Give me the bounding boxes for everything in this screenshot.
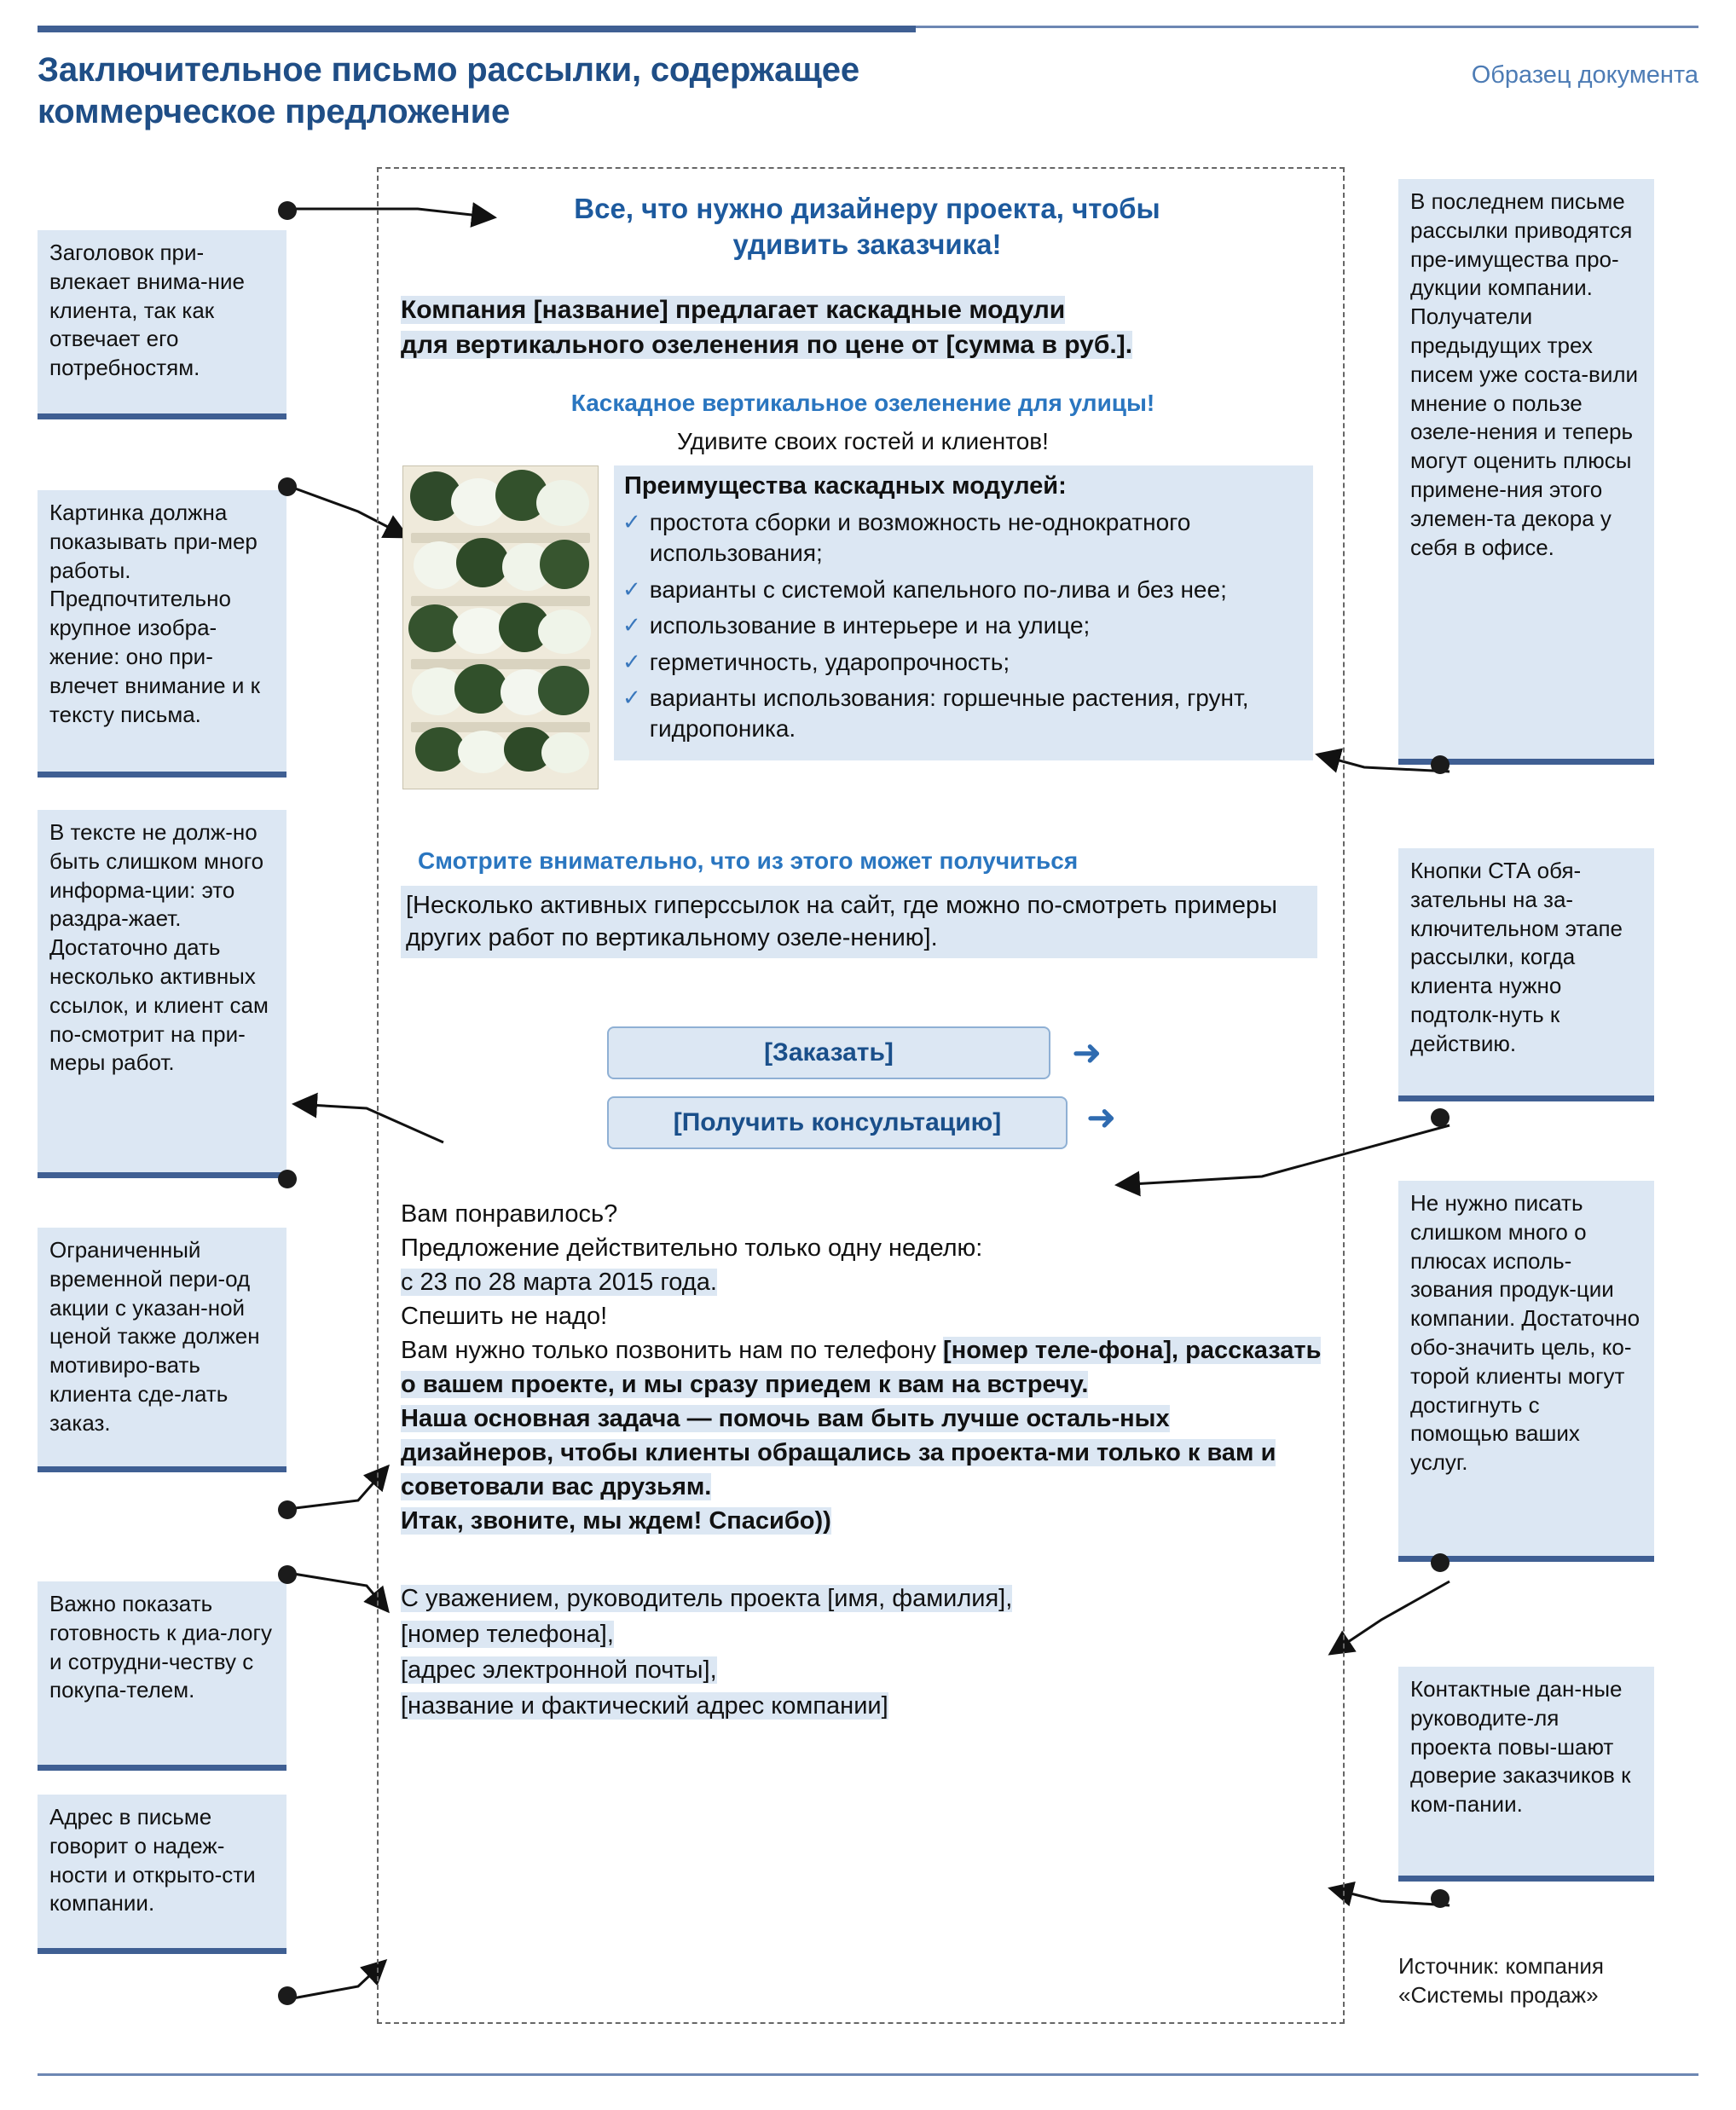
cursor-icon: ➜: [1072, 1032, 1102, 1072]
signature-line-1: С уважением, руководитель проекта [имя, фамилия],: [401, 1585, 1013, 1612]
note-left-3: [38, 810, 286, 1172]
advantage-item: [622, 647, 1305, 678]
note-right-4-text: Контактные дан-ные руководите-ля проекта повы-шают доверие заказчиков к ком-пании.: [1410, 1676, 1631, 1818]
check-icon: ✓: [622, 612, 641, 639]
check-icon: ✓: [622, 648, 641, 674]
note-right-1: [1398, 179, 1654, 759]
consultation-button[interactable]: [Получить консультацию]: [607, 1096, 1068, 1149]
note-left-3-bar: [38, 1172, 286, 1178]
note-left-4: [38, 1228, 286, 1466]
note-right-1-text: В последнем письме рассылки приводятся пре-имущества про-дукции компании. Получатели предыдущих трех писем уже соста-вили мнение о пользе озеле-нения и теперь могут оценить плюсы примене-ния этого элемен-та декора у себя в офисе.: [1410, 188, 1639, 560]
advantage-item-text: варианты использования: горшечные растения, грунт, гидропоника.: [649, 684, 1249, 743]
note-left-5-dot: [278, 1565, 297, 1584]
body-line-3: с 23 по 28 марта 2015 года.: [401, 1269, 717, 1297]
note-right-3-dot: [1431, 1553, 1450, 1572]
note-left-5: [38, 1581, 286, 1765]
letter-subtitle-2: Удивите своих гостей и клиентов!: [677, 428, 1049, 454]
advantage-item-text: варианты с системой капельного по-лива и без нее;: [649, 575, 1227, 603]
note-left-1-bar: [38, 413, 286, 419]
body-line-5-plain: Вам нужно только позвонить нам по телефону: [401, 1337, 944, 1365]
letter-headline: Все, что нужно дизайнеру проекта, чтобы удивить заказчика!: [574, 193, 1160, 261]
note-left-6-text: Адрес в письме говорит о надеж-ности и открыто-сти компании.: [49, 1804, 256, 1916]
note-left-4-text: Ограниченный временной пери-од акции с указан-ной ценой также должен мотивиро-вать клиента сде-лать заказ.: [49, 1237, 260, 1436]
source-credit: [1398, 1952, 1663, 2010]
note-left-4-bar: [38, 1466, 286, 1472]
body-line-7: Итак, звоните, мы ждем! Спасибо)): [401, 1507, 831, 1535]
note-left-5-bar: [38, 1765, 286, 1771]
note-left-3-dot: [278, 1170, 297, 1188]
advantage-item-text: герметичность, ударопрочность;: [649, 648, 1010, 675]
note-left-6: [38, 1795, 286, 1948]
note-right-3-text: Не нужно писать слишком много о плюсах исполь-зования продук-ции компании. Достаточно обо-значить цель, ко-торой клиенты могут достигнуть с помощью ваших услуг.: [1410, 1190, 1641, 1476]
note-left-5-text: Важно показать готовность к диа-логу и сотрудни-честву с покупа-телем.: [49, 1591, 273, 1703]
advantage-item: [622, 507, 1305, 569]
advantages-block: [614, 465, 1313, 760]
order-button[interactable]: [Заказать]: [607, 1026, 1050, 1079]
signature-line-4: [название и фактический адрес компании]: [401, 1692, 888, 1720]
cta-buttons: [607, 1026, 1127, 1149]
note-left-1-dot: [278, 201, 297, 220]
note-left-6-bar: [38, 1948, 286, 1954]
advantage-item-text: простота сборки и возможность не-однократного использования;: [649, 509, 1191, 567]
advantage-item: [622, 610, 1305, 641]
note-left-1: [38, 230, 286, 413]
note-right-4-dot: [1431, 1889, 1450, 1908]
document-kicker: Образец документа: [1471, 61, 1698, 89]
note-right-2-dot: [1431, 1108, 1450, 1127]
body-line-5-bold: [номер теле-фона], рассказать о вашем проекте, и мы сразу приедем к вам на встречу.: [401, 1337, 1322, 1399]
check-icon: ✓: [622, 684, 641, 710]
note-left-4-dot: [278, 1500, 297, 1519]
note-left-2-dot: [278, 477, 297, 496]
letter-body: [401, 1197, 1322, 1538]
body-line-1: Вам понравилось?: [401, 1200, 618, 1228]
letter-offer-line2: для вертикального озеленения по цене от [сумма в руб.].: [401, 330, 1133, 359]
advantages-title: Преимущества каскадных модулей:: [624, 472, 1067, 500]
signature-line-2: [номер телефона],: [401, 1621, 614, 1649]
letter-subtitle: Каскадное вертикальное озеленение для улицы!: [570, 390, 1155, 416]
note-right-2-text: Кнопки СТА обя-зательны на за-ключительном этапе рассылки, когда клиента нужно подтолк-нуть к действию.: [1410, 858, 1623, 1056]
note-left-2-bar: [38, 772, 286, 778]
body-line-6: Наша основная задача — помочь вам быть лучше осталь-ных дизайнеров, чтобы клиенты обращались за проекта-ми только к вам и советовали вас друзьям.: [401, 1405, 1276, 1501]
check-icon: ✓: [622, 575, 641, 602]
check-icon: ✓: [622, 509, 641, 535]
note-left-2: [38, 490, 286, 772]
email-letter: [394, 182, 1332, 2009]
signature-line-3: [адрес электронной почты],: [401, 1656, 717, 1685]
letter-offer: [401, 293, 1317, 362]
advantage-item-text: использование в интерьере и на улице;: [649, 612, 1091, 639]
note-left-6-dot: [278, 1986, 297, 2005]
body-line-2: Предложение действительно только одну неделю:: [401, 1234, 983, 1263]
note-right-4: [1398, 1667, 1654, 1876]
letter-links-text[interactable]: [Несколько активных гиперссылок на сайт, где можно по-смотреть примеры других работ по вертикальному озеле-нению].: [401, 886, 1317, 958]
letter-look-title: Смотрите внимательно, что из этого может получиться: [418, 847, 1079, 874]
note-left-3-text: В тексте не долж-но быть слишком много информа-ции: это раздра-жает. Достаточно дать несколько активных ссылок, и клиент сам по-смотрит на при-меры работ.: [49, 819, 269, 1076]
note-right-2: [1398, 848, 1654, 1095]
note-right-4-bar: [1398, 1876, 1654, 1882]
footer-rule: [38, 2073, 1698, 2076]
note-right-3: [1398, 1181, 1654, 1556]
note-right-1-dot: [1431, 755, 1450, 774]
note-left-1-text: Заголовок при-влекает внима-ние клиента, так как отвечает его потребностям.: [49, 240, 246, 381]
letter-signature: [401, 1581, 1322, 1724]
cursor-icon: ➜: [1086, 1097, 1117, 1137]
product-photo: [402, 465, 599, 789]
page-title: Заключительное письмо рассылки, содержащее коммерческое предложение: [38, 51, 859, 130]
note-right-2-bar: [1398, 1095, 1654, 1101]
source-credit-text: Источник: компания «Системы продаж»: [1398, 1953, 1604, 2008]
advantage-item: [622, 683, 1305, 745]
advantage-item: [622, 575, 1305, 605]
letter-offer-line1: Компания [название] предлагает каскадные модули: [401, 296, 1066, 324]
note-left-2-text: Картинка должна показывать при-мер работы. Предпочтительно крупное изобра-жение: оно при-влечет внимание и к тексту письма.: [49, 500, 260, 727]
body-line-4: Спешить не надо!: [401, 1303, 608, 1331]
header-rule-accent: [38, 26, 916, 32]
